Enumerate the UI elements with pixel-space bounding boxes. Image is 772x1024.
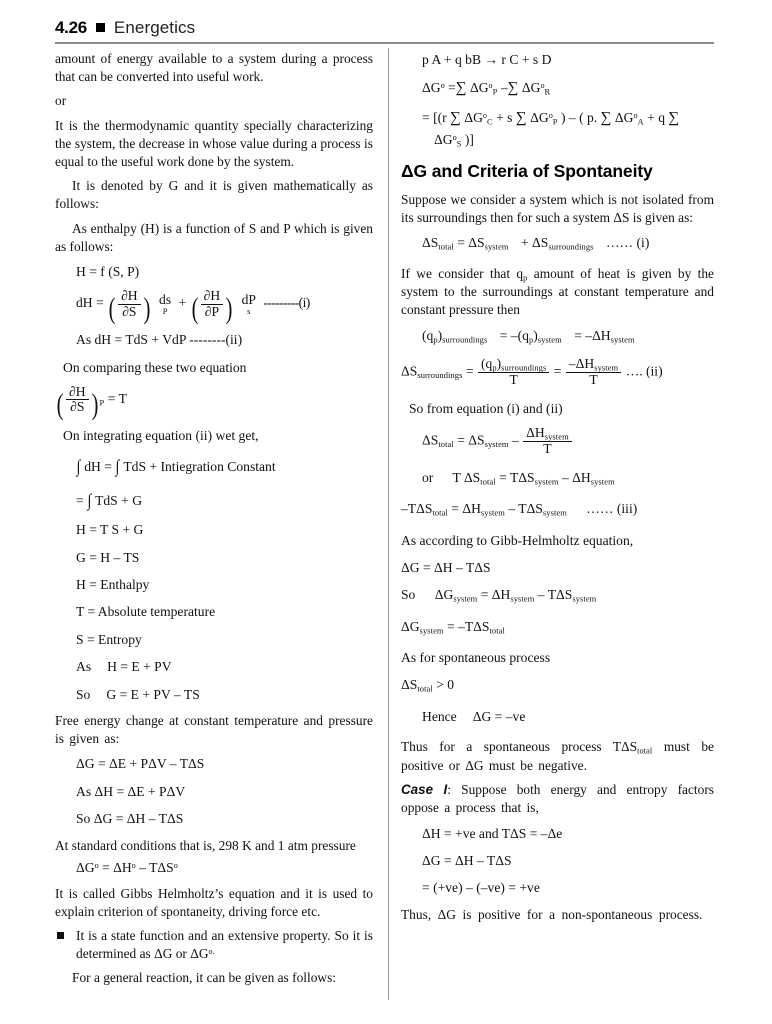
- equation-number: …… (i): [605, 235, 650, 251]
- fraction: $\frac{\Delta H_{system}}{T}$: [523, 426, 572, 457]
- header-rule: [55, 42, 714, 44]
- list-item-text: It is a state function and an extensive property. So it is determined as ΔG or ΔG: [76, 928, 373, 962]
- paragraph: If we consider that $q_p$ amount of heat is given by the system to the surroundings at constant temperature and constant pressure then: [401, 265, 714, 318]
- equation-dh-tds: As dH = TdS + VdP --------(ii): [76, 332, 243, 348]
- equation-integral-1: ∫ dH = ∫ TdS + Intiegration Constant: [55, 453, 373, 480]
- equation-free-energy-change: ΔG = ΔE + PΔV – TΔS: [76, 756, 205, 772]
- equation-as-h-e-pv: As H = E + PV: [76, 659, 172, 675]
- column-divider: [388, 48, 389, 1000]
- equation-standard-free-energy: $\Delta G^o$ =∑ $\Delta G^o_P$ –∑ $\Delta G^o_R$: [422, 79, 551, 97]
- equation-tail: = T: [107, 391, 127, 407]
- equation-or-t-delta-s: or T $\Delta S_{total} = T\Delta S_{system} - \Delta H_{system}$: [422, 469, 615, 487]
- equation-delta-h: As ΔH = ΔE + PΔV: [76, 783, 186, 799]
- summation-icon: ∑: [515, 109, 527, 127]
- partial-derivative-group: ( $\frac{\partial H}{\partial S}$ ) $_P$: [56, 384, 105, 422]
- equation-g-h-ts: G = H – TS: [76, 549, 140, 565]
- equation-entropy-total: $\Delta S_{total} = \Delta S_{system} + \Delta S_{surroundings}$ …… (i): [422, 235, 650, 252]
- paragraph: Suppose we consider a system which is not isolated from its surroundings then for such a system ΔS is given as:: [401, 191, 714, 225]
- equation-lead: dH =: [76, 295, 104, 311]
- integral-icon: ∫: [76, 456, 81, 477]
- equation-integral-2: = ∫ TdS + G: [55, 487, 373, 514]
- fraction: $\frac{\partial H}{\partial S}$: [66, 385, 89, 415]
- integral-icon: ∫: [115, 456, 120, 477]
- equation-number: …… (iii): [586, 501, 638, 517]
- equation-partial-h-s: [55, 384, 373, 422]
- section-heading: ΔG and Criteria of Spontaneity: [401, 161, 653, 182]
- filled-square-icon: [96, 23, 105, 32]
- paragraph: It is the thermodynamic quantity specially characterizing the system, the decrease in whose value during a process is equal to the useful work done by the system.: [55, 117, 373, 169]
- ds-term: ds P: [159, 291, 172, 317]
- paragraph: For a general reaction, it can be given as follows:: [72, 970, 337, 986]
- chapter-title: Energetics: [113, 18, 196, 37]
- equation-standard-gibbs: $\Delta G^o = \Delta H^o - T\Delta S^o$: [76, 859, 178, 875]
- paragraph: On comparing these two equation: [63, 359, 247, 375]
- paragraph: As enthalpy (H) is a function of S and P which is given as follows:: [55, 220, 373, 254]
- page-header: [55, 18, 715, 38]
- paragraph-or: or: [55, 93, 67, 109]
- paragraph: As for spontaneous process: [401, 650, 551, 666]
- equation-expanded-free-energy: = [(r ∑ $\Delta G^o_C + s$ ∑ $\Delta G^o_P$ ) – ( p. ∑ $\Delta G^o_A + q$ ∑ $\Delta G^o_S$ )]: [422, 109, 680, 149]
- left-column: [55, 50, 373, 994]
- fraction: $\frac{\partial H}{\partial S}$: [118, 289, 141, 319]
- paragraph: On integrating equation (ii) wet get,: [63, 427, 259, 443]
- equation-iii: $-T\Delta S_{total} = \Delta H_{system} - T\Delta S_{system}$ …… (iii): [401, 501, 638, 518]
- equation-number: …. (ii): [625, 363, 663, 379]
- page-folio: 4.26: [55, 18, 87, 37]
- right-column: [401, 50, 714, 930]
- summation-icon: ∑: [450, 109, 461, 127]
- equation-dh-partial: [55, 288, 373, 326]
- list-item: It is a state function and an extensive property. So it is determined as ΔG or $\Delta G^{o.}$: [55, 927, 373, 963]
- equation-entropy-positive: $\Delta S_{total} > 0$: [401, 677, 455, 694]
- equation-so-g-e-pv-ts: So G = E + PV – TS: [76, 686, 200, 702]
- subscript: P: [99, 397, 105, 408]
- equation-total-entropy-expanded: $\Delta S_{total} = \Delta S_{system}$ – $\frac{\Delta H_{system}}{T}$: [401, 426, 714, 457]
- paragraph: So from equation (i) and (ii): [409, 400, 563, 416]
- equation-h-ts-g: H = T S + G: [76, 522, 144, 538]
- summation-icon: ∑: [668, 109, 680, 127]
- square-bullet-icon: [57, 932, 64, 939]
- equation-case1-dg: ΔG = ΔH – TΔS: [422, 852, 512, 868]
- summation-icon: ∑: [507, 79, 519, 97]
- fraction: $\frac{-\Delta H_{system}}{T}$: [566, 357, 621, 388]
- equation-h-function: H = f (S, P): [76, 264, 140, 280]
- paragraph: Free energy change at constant temperature and pressure is given as:: [55, 713, 373, 746]
- equation-general-reaction: p A + q bB → r C + s D: [422, 52, 552, 67]
- partial-derivative-group: ( $\frac{\partial H}{\partial P}$ ): [191, 288, 233, 326]
- case-label: Case I: [401, 782, 448, 798]
- definition-temperature: T = Absolute temperature: [76, 604, 216, 620]
- paragraph: At standard conditions that is, 298 K and 1 atm pressure: [55, 837, 356, 853]
- definition-enthalpy: H = Enthalpy: [76, 577, 150, 593]
- equation-case1-result: = (+ve) – (–ve) = +ve: [422, 880, 540, 896]
- partial-derivative-group: ( $\frac{\partial H}{\partial S}$ ): [108, 288, 151, 326]
- paragraph: It is called Gibbs Helmholtz’s equation and it is used to explain criterion of spontaneity, driving force etc.: [55, 885, 373, 919]
- paragraph-case-one: Case I: Suppose both energy and entropy factors oppose a process that is,: [401, 782, 714, 816]
- equation-qp-relations: $(q_p)_{surroundings} = -(q_p)_{system} = -\Delta H_{system}$: [422, 327, 635, 344]
- equation-entropy-surroundings: $\Delta S_{surroundings}$ = $\frac{(q_p)_{surroundings}}{T}$ = $\frac{-\Delta H_{system}}{T}$ …. (ii): [401, 355, 663, 388]
- equation-delta-g: So ΔG = ΔH – TΔS: [76, 811, 184, 827]
- integral-icon: ∫: [87, 489, 92, 510]
- equation-gibbs-helmholtz: ΔG = ΔH – TΔS: [401, 559, 491, 575]
- paragraph: amount of energy available to a system during a process that can be converted into useful work.: [55, 51, 373, 84]
- summation-icon: ∑: [455, 79, 467, 97]
- summation-icon: ∑: [600, 109, 612, 127]
- paragraph: Thus, ΔG is positive for a non-spontaneous process.: [401, 906, 703, 922]
- equation-so-system: So $\Delta G_{system} = \Delta H_{system} - T\Delta S_{system}$: [401, 587, 597, 604]
- paragraph: As according to Gibb-Helmholtz equation,: [401, 532, 634, 548]
- equation-hence-negative: Hence ΔG = –ve: [422, 708, 526, 724]
- equation-number: ---------(i): [263, 295, 310, 311]
- equation-case1-signs: ΔH = +ve and TΔS = –Δe: [422, 825, 563, 841]
- equation-dg-system-total: $\Delta G_{system} = -T\Delta S_{total}$: [401, 618, 505, 636]
- dp-term: dP s: [241, 291, 256, 317]
- definition-entropy: S = Entropy: [76, 631, 142, 647]
- fraction: $\frac{(q_p)_{surroundings}}{T}$: [478, 357, 549, 388]
- paragraph: Thus for a spontaneous process $T\Delta S_{total}$ must be positive or ΔG must be negative.: [401, 739, 714, 773]
- paragraph: It is denoted by G and it is given mathematically as follows:: [55, 178, 373, 212]
- fraction: $\frac{\partial H}{\partial P}$: [201, 289, 224, 319]
- plus-sign: +: [178, 295, 187, 311]
